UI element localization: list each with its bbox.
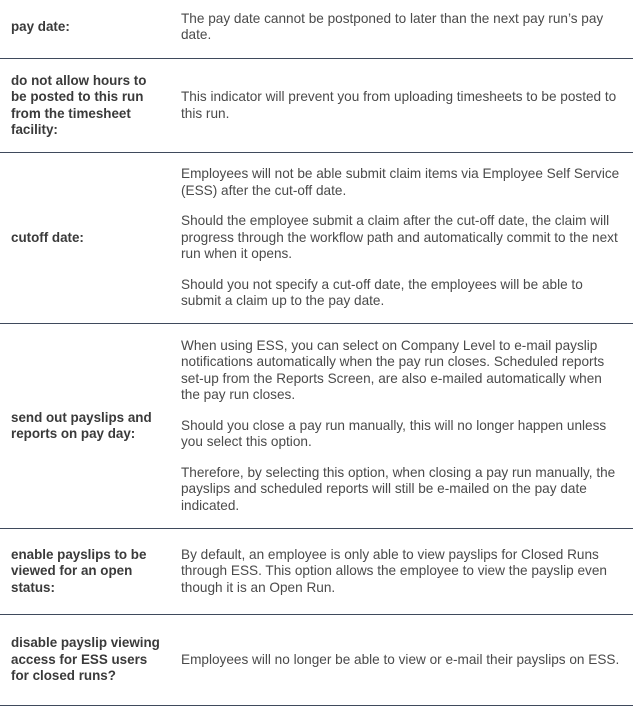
term-description <box>162 166 633 310</box>
term-label: send out payslips and reports on pay day: <box>11 409 152 441</box>
description-paragraph: By default, an employee is only able to view payslips for Closed Runs through ESS. This option allows the employee to view the payslip even though it is an Open Run. <box>181 546 607 595</box>
term-description <box>162 89 633 122</box>
table-row-enable-payslips-open <box>0 529 633 615</box>
description-paragraph: This indicator will prevent you from uploading timesheets to be posted to this run. <box>181 89 617 121</box>
term-label: pay date: <box>11 18 70 34</box>
description-paragraph: Employees will not be able submit claim items via Employee Self Service (ESS) after the cut-off date. <box>181 166 620 198</box>
term-label: enable payslips to be viewed for an open status: <box>11 546 147 595</box>
description-paragraph: When using ESS, you can select on Company Level to e-mail payslip notifications automatically when the pay run closes. Scheduled reports set-up from the Reports Screen, are also e-mailed automatically when the pay run closes. <box>181 337 605 403</box>
term-label: do not allow hours to be posted to this run from the timesheet facility: <box>11 72 147 137</box>
term-description <box>162 338 633 515</box>
term-description <box>162 547 633 597</box>
term-description <box>162 652 633 669</box>
description-paragraph: The pay date cannot be postponed to later than the next pay run’s pay date. <box>181 10 604 42</box>
table-row-send-payslips <box>0 324 633 529</box>
term-label: cutoff date: <box>11 229 84 245</box>
description-paragraph: Employees will no longer be able to view or e-mail their payslips on ESS. <box>181 651 620 667</box>
term-description <box>162 11 633 44</box>
description-paragraph: Should you close a pay run manually, this will no longer happen unless you select this option. <box>181 417 607 450</box>
table-row-cutoff-date <box>0 153 633 324</box>
description-paragraph: Should the employee submit a claim after the cut-off date, the claim will progress through the workflow path and automatically commit to the next run when it opens. <box>181 213 618 262</box>
term-label: disable payslip viewing access for ESS users for closed runs? <box>11 635 160 684</box>
description-paragraph: Should you not specify a cut-off date, the employees will be able to submit a claim up to the pay date. <box>181 276 583 309</box>
table-row-timesheet-facility <box>0 59 633 153</box>
description-paragraph: Therefore, by selecting this option, when closing a pay run manually, the payslips and scheduled reports will still be e-mailed on the pay date indicated. <box>181 464 616 513</box>
table-row-disable-payslip-viewing <box>0 615 633 706</box>
table-row-pay-date <box>0 0 633 59</box>
